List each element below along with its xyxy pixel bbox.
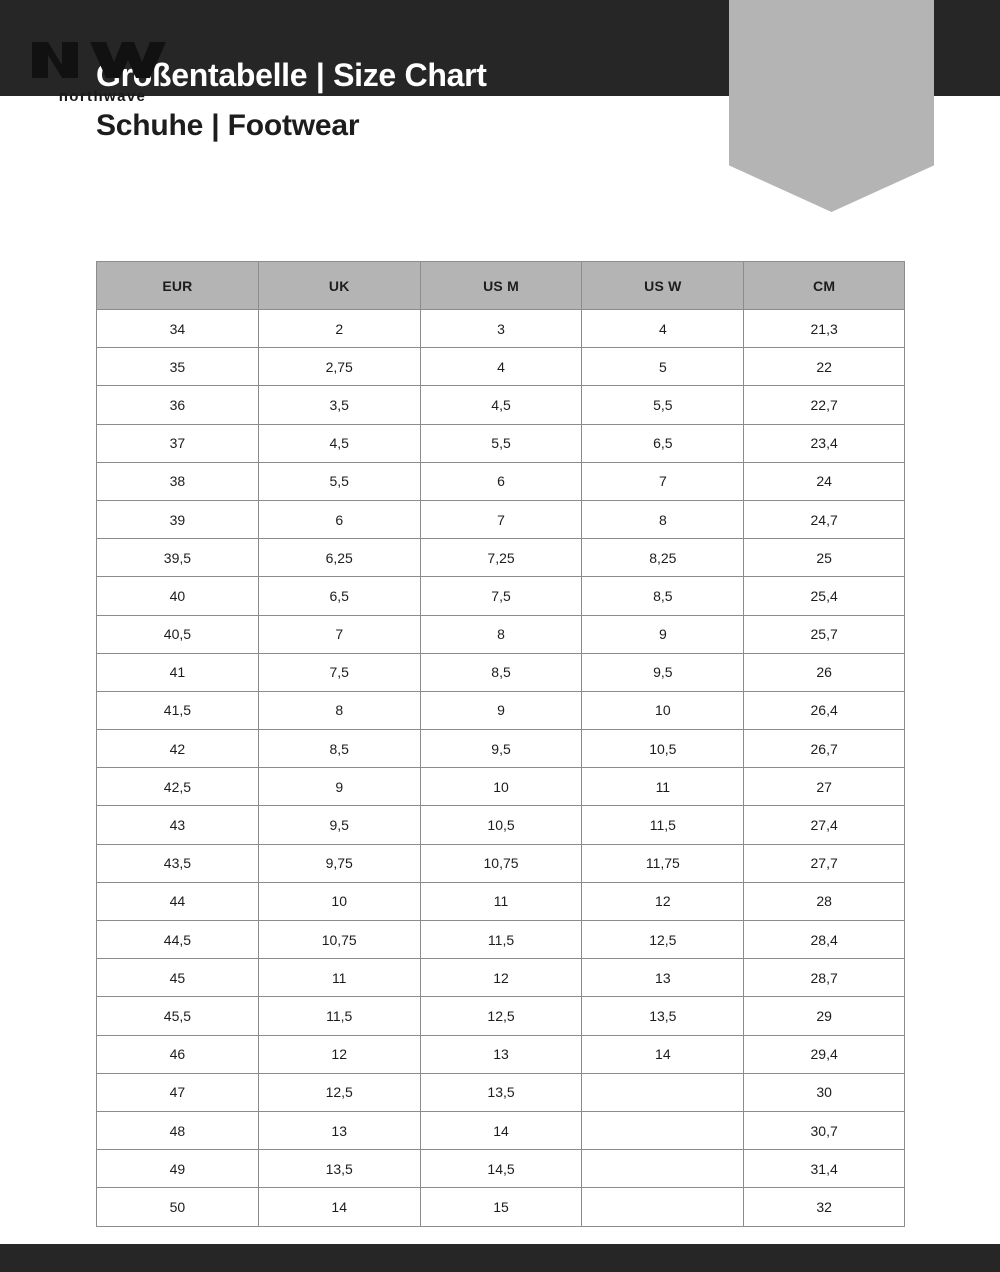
table-row [97, 997, 905, 1035]
cell-us-m: 3 [420, 310, 582, 348]
table-header-row [97, 262, 905, 310]
brand-badge [729, 0, 934, 212]
cell-cm: 29 [744, 997, 905, 1035]
table-row [97, 539, 905, 577]
cell-cm: 32 [744, 1188, 905, 1226]
cell-eur: 47 [97, 1073, 259, 1111]
cell-us-w: 8 [582, 500, 744, 538]
cell-uk: 8 [258, 691, 420, 729]
cell-eur: 45 [97, 959, 259, 997]
cell-cm: 28 [744, 882, 905, 920]
cell-us-m: 14,5 [420, 1150, 582, 1188]
cell-uk: 12 [258, 1035, 420, 1073]
cell-cm: 30,7 [744, 1111, 905, 1149]
cell-eur: 49 [97, 1150, 259, 1188]
cell-uk: 6,5 [258, 577, 420, 615]
cell-uk: 9,75 [258, 844, 420, 882]
column-header-us-w: US W [582, 262, 744, 310]
cell-eur: 41,5 [97, 691, 259, 729]
table-row [97, 921, 905, 959]
table-row [97, 615, 905, 653]
cell-uk: 6 [258, 500, 420, 538]
cell-us-w: 4 [582, 310, 744, 348]
cell-us-w: 9,5 [582, 653, 744, 691]
cell-us-m: 9 [420, 691, 582, 729]
cell-eur: 45,5 [97, 997, 259, 1035]
table-row [97, 1073, 905, 1111]
cell-us-w: 8,25 [582, 539, 744, 577]
cell-us-w [582, 1111, 744, 1149]
cell-cm: 24,7 [744, 500, 905, 538]
column-header-uk: UK [258, 262, 420, 310]
cell-us-w: 11,5 [582, 806, 744, 844]
cell-us-m: 6 [420, 462, 582, 500]
cell-eur: 50 [97, 1188, 259, 1226]
cell-us-m: 12 [420, 959, 582, 997]
cell-eur: 43 [97, 806, 259, 844]
cell-us-w: 10,5 [582, 730, 744, 768]
brand-wordmark: northwave [58, 88, 147, 105]
cell-cm: 25,7 [744, 615, 905, 653]
cell-us-m: 11,5 [420, 921, 582, 959]
cell-uk: 10 [258, 882, 420, 920]
table-row [97, 1188, 905, 1226]
cell-us-w: 13,5 [582, 997, 744, 1035]
cell-eur: 43,5 [97, 844, 259, 882]
table-row [97, 1111, 905, 1149]
cell-cm: 26 [744, 653, 905, 691]
cell-eur: 37 [97, 424, 259, 462]
cell-uk: 3,5 [258, 386, 420, 424]
cell-cm: 24 [744, 462, 905, 500]
cell-uk: 9,5 [258, 806, 420, 844]
cell-us-m: 9,5 [420, 730, 582, 768]
cell-eur: 48 [97, 1111, 259, 1149]
table-row [97, 768, 905, 806]
table-row [97, 882, 905, 920]
cell-us-w: 10 [582, 691, 744, 729]
cell-cm: 27,7 [744, 844, 905, 882]
cell-eur: 39,5 [97, 539, 259, 577]
cell-uk: 7,5 [258, 653, 420, 691]
cell-cm: 28,7 [744, 959, 905, 997]
cell-eur: 42,5 [97, 768, 259, 806]
cell-uk: 8,5 [258, 730, 420, 768]
cell-us-w: 9 [582, 615, 744, 653]
cell-uk: 5,5 [258, 462, 420, 500]
cell-us-w: 12,5 [582, 921, 744, 959]
table-row [97, 577, 905, 615]
title-subtitle: Schuhe | Footwear [96, 109, 360, 142]
cell-uk: 4,5 [258, 424, 420, 462]
cell-us-w: 14 [582, 1035, 744, 1073]
table-row [97, 730, 905, 768]
cell-uk: 2 [258, 310, 420, 348]
footer-bar [0, 1244, 1000, 1272]
cell-uk: 13 [258, 1111, 420, 1149]
brand-logo [0, 38, 205, 105]
table-row [97, 462, 905, 500]
cell-cm: 26,4 [744, 691, 905, 729]
cell-eur: 39 [97, 500, 259, 538]
cell-eur: 35 [97, 348, 259, 386]
cell-us-m: 12,5 [420, 997, 582, 1035]
table-row [97, 1150, 905, 1188]
cell-cm: 25 [744, 539, 905, 577]
table-row [97, 310, 905, 348]
cell-cm: 30 [744, 1073, 905, 1111]
cell-us-m: 7,25 [420, 539, 582, 577]
cell-uk: 14 [258, 1188, 420, 1226]
column-header-eur: EUR [97, 262, 259, 310]
cell-us-m: 10,75 [420, 844, 582, 882]
cell-eur: 40,5 [97, 615, 259, 653]
size-chart-table [96, 261, 905, 1227]
cell-uk: 2,75 [258, 348, 420, 386]
table-row [97, 844, 905, 882]
table-row [97, 500, 905, 538]
cell-cm: 23,4 [744, 424, 905, 462]
cell-cm: 31,4 [744, 1150, 905, 1188]
cell-us-m: 7,5 [420, 577, 582, 615]
cell-eur: 36 [97, 386, 259, 424]
cell-uk: 10,75 [258, 921, 420, 959]
cell-cm: 29,4 [744, 1035, 905, 1073]
column-header-cm: CM [744, 262, 905, 310]
cell-us-m: 7 [420, 500, 582, 538]
nw-monogram-icon [0, 38, 205, 82]
cell-uk: 12,5 [258, 1073, 420, 1111]
table-row [97, 424, 905, 462]
cell-us-m: 10,5 [420, 806, 582, 844]
title-main: Größentabelle | Size Chart [96, 57, 487, 93]
cell-uk: 11 [258, 959, 420, 997]
cell-cm: 27 [744, 768, 905, 806]
cell-us-w: 12 [582, 882, 744, 920]
table-row [97, 1035, 905, 1073]
cell-cm: 28,4 [744, 921, 905, 959]
cell-uk: 13,5 [258, 1150, 420, 1188]
cell-us-w [582, 1150, 744, 1188]
cell-cm: 26,7 [744, 730, 905, 768]
cell-us-w: 11 [582, 768, 744, 806]
cell-us-w: 8,5 [582, 577, 744, 615]
cell-eur: 38 [97, 462, 259, 500]
cell-us-m: 8,5 [420, 653, 582, 691]
cell-us-w: 5,5 [582, 386, 744, 424]
table-row [97, 386, 905, 424]
cell-us-m: 4,5 [420, 386, 582, 424]
cell-uk: 9 [258, 768, 420, 806]
table-row [97, 653, 905, 691]
cell-us-m: 13,5 [420, 1073, 582, 1111]
cell-uk: 6,25 [258, 539, 420, 577]
column-header-us-m: US M [420, 262, 582, 310]
cell-us-w [582, 1073, 744, 1111]
cell-us-w: 11,75 [582, 844, 744, 882]
cell-cm: 25,4 [744, 577, 905, 615]
cell-us-m: 13 [420, 1035, 582, 1073]
table-row [97, 806, 905, 844]
table-row [97, 348, 905, 386]
cell-cm: 27,4 [744, 806, 905, 844]
table-row [97, 691, 905, 729]
cell-cm: 22,7 [744, 386, 905, 424]
cell-eur: 44,5 [97, 921, 259, 959]
cell-us-m: 15 [420, 1188, 582, 1226]
cell-uk: 11,5 [258, 997, 420, 1035]
cell-us-w: 5 [582, 348, 744, 386]
cell-us-m: 10 [420, 768, 582, 806]
cell-us-m: 14 [420, 1111, 582, 1149]
cell-eur: 46 [97, 1035, 259, 1073]
cell-us-m: 8 [420, 615, 582, 653]
cell-eur: 44 [97, 882, 259, 920]
cell-us-w [582, 1188, 744, 1226]
cell-us-m: 4 [420, 348, 582, 386]
cell-uk: 7 [258, 615, 420, 653]
cell-eur: 40 [97, 577, 259, 615]
cell-us-m: 11 [420, 882, 582, 920]
cell-eur: 34 [97, 310, 259, 348]
size-chart-table-wrapper [96, 261, 905, 1227]
cell-us-w: 13 [582, 959, 744, 997]
cell-us-m: 5,5 [420, 424, 582, 462]
cell-eur: 41 [97, 653, 259, 691]
cell-eur: 42 [97, 730, 259, 768]
cell-cm: 21,3 [744, 310, 905, 348]
cell-us-w: 7 [582, 462, 744, 500]
cell-cm: 22 [744, 348, 905, 386]
cell-us-w: 6,5 [582, 424, 744, 462]
table-row [97, 959, 905, 997]
